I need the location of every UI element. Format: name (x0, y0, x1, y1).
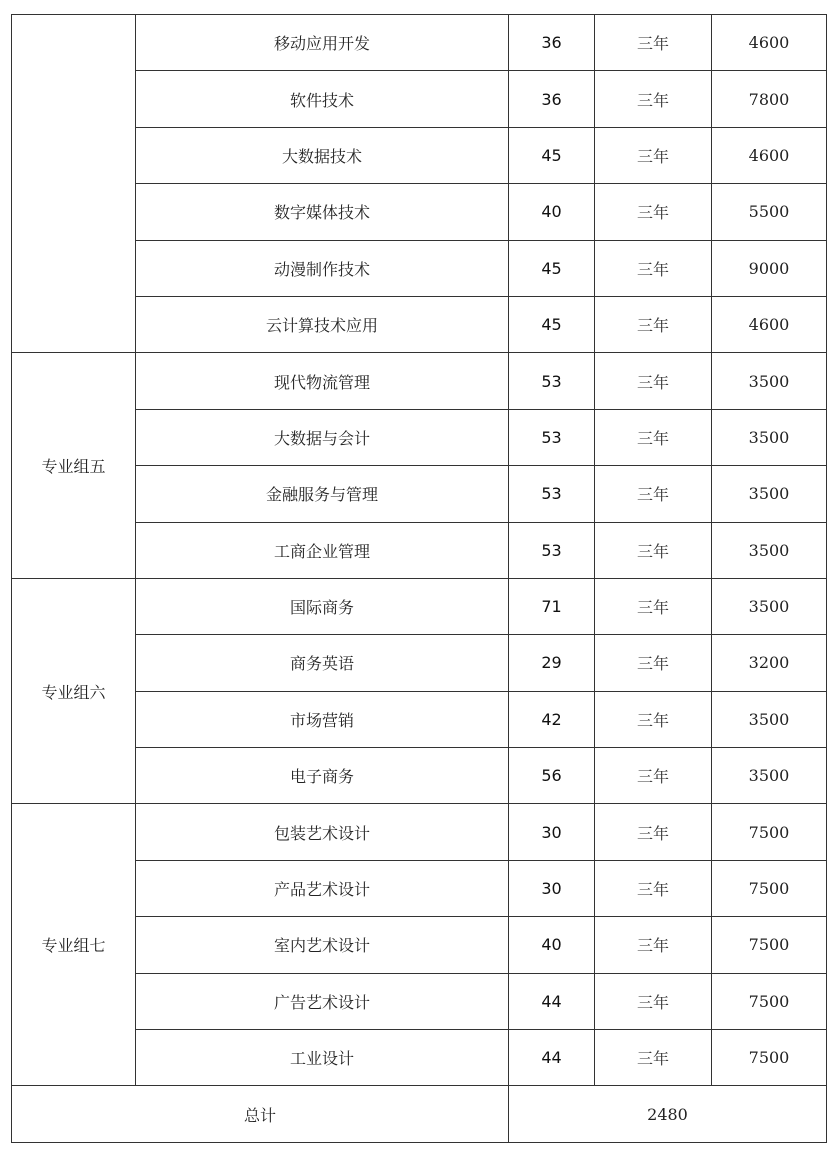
major-cell: 电子商务 (136, 748, 509, 804)
major-cell: 广告艺术设计 (136, 973, 509, 1029)
quota-cell: 44 (509, 973, 595, 1029)
years-cell: 三年 (595, 635, 712, 691)
quota-cell: 45 (509, 296, 595, 352)
major-cell: 国际商务 (136, 578, 509, 634)
major-cell: 大数据技术 (136, 127, 509, 183)
years-cell: 三年 (595, 15, 712, 71)
quota-cell: 30 (509, 860, 595, 916)
years-cell: 三年 (595, 578, 712, 634)
years-cell: 三年 (595, 127, 712, 183)
group-name-cell: 专业组六 (12, 578, 136, 804)
fee-cell: 3500 (712, 748, 827, 804)
quota-cell: 53 (509, 522, 595, 578)
fee-cell: 7500 (712, 860, 827, 916)
fee-cell: 4600 (712, 15, 827, 71)
fee-cell: 7500 (712, 1030, 827, 1086)
fee-cell: 4600 (712, 296, 827, 352)
quota-cell: 30 (509, 804, 595, 860)
quota-cell: 40 (509, 917, 595, 973)
table-row (12, 15, 827, 71)
enrollment-table-body (12, 15, 827, 1143)
fee-cell: 3500 (712, 409, 827, 465)
major-cell: 动漫制作技术 (136, 240, 509, 296)
major-cell: 软件技术 (136, 71, 509, 127)
quota-cell: 36 (509, 15, 595, 71)
years-cell: 三年 (595, 296, 712, 352)
fee-cell: 3500 (712, 466, 827, 522)
major-cell: 工商企业管理 (136, 522, 509, 578)
fee-cell: 7800 (712, 71, 827, 127)
quota-cell: 53 (509, 466, 595, 522)
fee-cell: 7500 (712, 973, 827, 1029)
fee-cell: 3500 (712, 522, 827, 578)
quota-cell: 53 (509, 353, 595, 409)
group-name-cell: 专业组五 (12, 353, 136, 579)
quota-cell: 29 (509, 635, 595, 691)
major-cell: 现代物流管理 (136, 353, 509, 409)
years-cell: 三年 (595, 748, 712, 804)
years-cell: 三年 (595, 71, 712, 127)
years-cell: 三年 (595, 184, 712, 240)
quota-cell: 36 (509, 71, 595, 127)
fee-cell: 7500 (712, 804, 827, 860)
quota-cell: 56 (509, 748, 595, 804)
quota-cell: 45 (509, 127, 595, 183)
years-cell: 三年 (595, 917, 712, 973)
years-cell: 三年 (595, 804, 712, 860)
major-cell: 室内艺术设计 (136, 917, 509, 973)
major-cell: 云计算技术应用 (136, 296, 509, 352)
table-row (12, 804, 827, 860)
major-cell: 包装艺术设计 (136, 804, 509, 860)
fee-cell: 9000 (712, 240, 827, 296)
quota-cell: 45 (509, 240, 595, 296)
group-name-cell (12, 15, 136, 353)
fee-cell: 4600 (712, 127, 827, 183)
years-cell: 三年 (595, 466, 712, 522)
fee-cell: 3200 (712, 635, 827, 691)
major-cell: 移动应用开发 (136, 15, 509, 71)
years-cell: 三年 (595, 240, 712, 296)
group-name-cell: 专业组七 (12, 804, 136, 1086)
years-cell: 三年 (595, 1030, 712, 1086)
years-cell: 三年 (595, 522, 712, 578)
table-row (12, 578, 827, 634)
years-cell: 三年 (595, 973, 712, 1029)
fee-cell: 5500 (712, 184, 827, 240)
quota-cell: 53 (509, 409, 595, 465)
major-cell: 商务英语 (136, 635, 509, 691)
years-cell: 三年 (595, 860, 712, 916)
fee-cell: 3500 (712, 691, 827, 747)
fee-cell: 3500 (712, 578, 827, 634)
quota-cell: 42 (509, 691, 595, 747)
major-cell: 产品艺术设计 (136, 860, 509, 916)
years-cell: 三年 (595, 353, 712, 409)
major-cell: 工业设计 (136, 1030, 509, 1086)
major-cell: 市场营销 (136, 691, 509, 747)
major-cell: 数字媒体技术 (136, 184, 509, 240)
quota-cell: 44 (509, 1030, 595, 1086)
total-value: 2480 (509, 1086, 827, 1142)
total-label: 总计 (12, 1086, 509, 1142)
quota-cell: 40 (509, 184, 595, 240)
total-row (12, 1086, 827, 1142)
years-cell: 三年 (595, 691, 712, 747)
fee-cell: 3500 (712, 353, 827, 409)
major-cell: 大数据与会计 (136, 409, 509, 465)
quota-cell: 71 (509, 578, 595, 634)
major-cell: 金融服务与管理 (136, 466, 509, 522)
table-row (12, 353, 827, 409)
enrollment-table (11, 14, 827, 1143)
years-cell: 三年 (595, 409, 712, 465)
fee-cell: 7500 (712, 917, 827, 973)
